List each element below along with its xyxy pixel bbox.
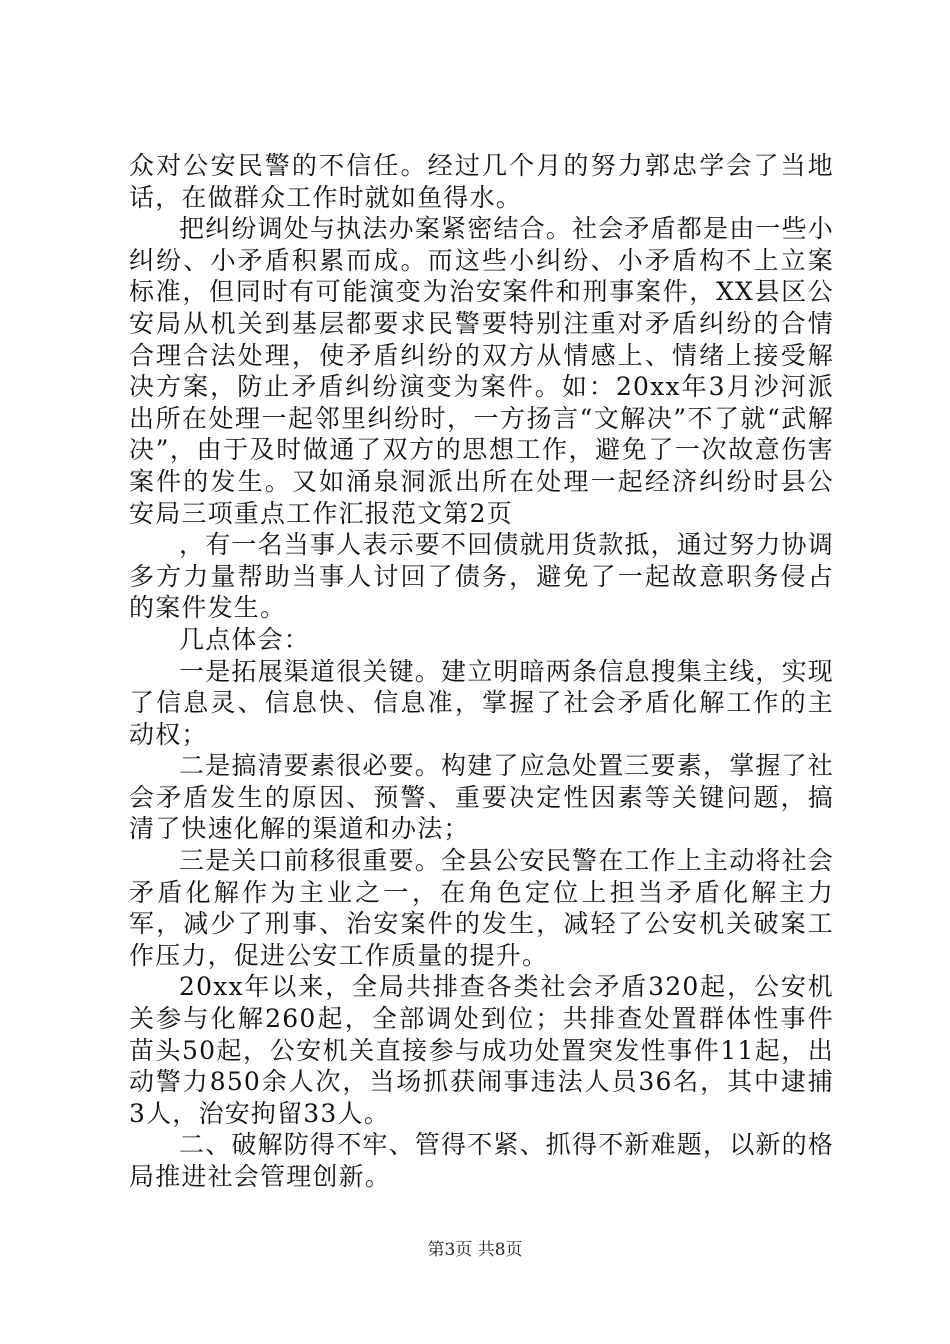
paragraph: 三是关口前移很重要。全县公安民警在工作上主动将社会矛盾化解作为主业之一，在角色定位上担当矛盾化解主力军，减少了刑事、治安案件的发生，减轻了公安机关破案工作压力，促进公安工作质量的提升。 xyxy=(129,846,835,970)
paragraph: 二是搞清要素很必要。构建了应急处置三要素，掌握了社会矛盾发生的原因、预警、重要决定性因素等关键问题，搞清了快速化解的渠道和办法； xyxy=(129,751,835,844)
paragraph: 把纠纷调处与执法办案紧密结合。社会矛盾都是由一些小纠纷、小矛盾积累而成。而这些小纠纷、小矛盾构不上立案标准，但同时有可能演变为治安案件和刑事案件，XX县区公安局从机关到基层都要求民警要特别注重对矛盾纠纷的合情合理合法处理，使矛盾纠纷的双方从情感上、情绪上接受解决方案，防止矛盾纠纷演变为案件。如：20xx年3月沙河派出所在处理一起邻里纠纷时，一方扬言“文解决”不了就“武解决”，由于及时做通了双方的思想工作，避免了一次故意伤害案件的发生。又如涌泉洞派出所在处理一起经济纠纷时县公安局三项重点工作汇报范文第2页 xyxy=(129,214,835,528)
paragraph: ，有一名当事人表示要不回债就用货款抵，通过努力协调多方力量帮助当事人讨回了债务，避免了一起故意职务侵占的案件发生。 xyxy=(129,530,835,623)
document-body xyxy=(129,150,834,1193)
paragraph: 众对公安民警的不信任。经过几个月的努力郭忠学会了当地话，在做群众工作时就如鱼得水。 xyxy=(129,151,834,212)
paragraph: 20xx年以来，全局共排查各类社会矛盾320起，公安机关参与化解260起，全部调处到位；共排查处置群体性事件苗头50起，公安机关直接参与成功处置突发性事件11起，出动警力850余人次，当场抓获闹事违法人员36名，其中逮捕3人，治安拘留33人。 xyxy=(129,972,834,1128)
paragraph: 一是拓展渠道很关键。建立明暗两条信息搜集主线，实现了信息灵、信息快、信息准，掌握了社会矛盾化解工作的主动权； xyxy=(129,656,835,749)
paragraph: 几点体会： xyxy=(179,624,311,654)
paragraph: 二、破解防得不牢、管得不紧、抓得不新难题，以新的格局推进社会管理创新。 xyxy=(129,1130,835,1191)
page-footer: 第3页 共8页 xyxy=(427,1240,523,1260)
